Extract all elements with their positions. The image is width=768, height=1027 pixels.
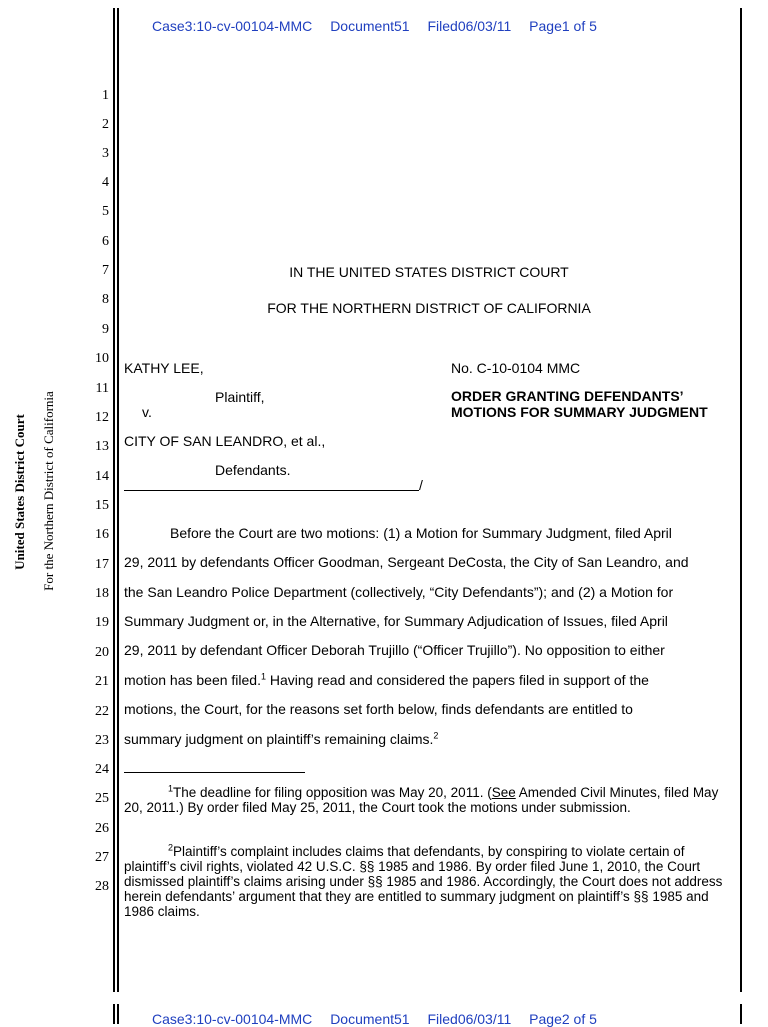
filed-date: Filed06/03/11: [427, 18, 512, 34]
page-indicator: Page2 of 5: [529, 1011, 597, 1027]
line-number: 28: [95, 879, 109, 894]
body-line: [124, 731, 438, 747]
line-number: 7: [102, 263, 109, 278]
body-text: motion has been filed.: [124, 672, 261, 688]
line-number: 18: [95, 586, 109, 601]
case-number: Case3:10-cv-00104-MMC: [152, 18, 313, 34]
sidebar-district-label: For the Northern District of California: [41, 391, 56, 591]
page2-header: [152, 1011, 611, 1027]
defendant-name: CITY OF SAN LEANDRO, et al.,: [124, 433, 326, 449]
footnote-text: Amended Civil Minutes, filed May 20, 2011.) By order filed May 25, 2011, the Court took the motions under submission.: [124, 785, 719, 815]
line-number: 22: [95, 704, 109, 719]
case-no: No. C-10-0104 MMC: [451, 360, 581, 376]
line-number: 5: [102, 204, 109, 219]
left-margin-bar-outer: [113, 8, 115, 992]
versus: v.: [142, 404, 152, 420]
line-number: 10: [95, 351, 109, 366]
body-line: motions, the Court, for the reasons set forth below, finds defendants are entitled to: [124, 701, 633, 717]
line-number: 1: [102, 88, 109, 103]
body-text: summary judgment on plaintiff’s remaining claims.: [124, 731, 434, 747]
plaintiff-name: KATHY LEE,: [124, 360, 204, 376]
caption-slash: /: [419, 477, 423, 493]
line-number: 2: [102, 117, 109, 132]
line-number: 26: [95, 821, 109, 836]
line-number: 23: [95, 733, 109, 748]
body-text: Having read and considered the papers filed in support of the: [266, 672, 649, 688]
body-line: Before the Court are two motions: (1) a Motion for Summary Judgment, filed April: [170, 525, 672, 541]
footnote-ref-2: 2: [433, 730, 439, 741]
line-number: 16: [95, 527, 109, 542]
order-title-line1: ORDER GRANTING DEFENDANTS’: [451, 388, 684, 404]
footnote-separator: [124, 772, 305, 773]
footnote-signal-see: See: [491, 785, 516, 800]
page2-right-bar: [740, 1004, 742, 1024]
line-number: 14: [95, 469, 109, 484]
court-title: IN THE UNITED STATES DISTRICT COURT: [289, 264, 569, 280]
page2-left-bar-outer: [113, 1004, 115, 1024]
right-margin-bar: [740, 8, 742, 992]
line-number: 3: [102, 146, 109, 161]
line-number: 21: [95, 674, 109, 689]
line-number: 15: [95, 498, 109, 513]
line-number: 8: [102, 292, 109, 307]
sidebar-court-label: United States District Court: [12, 414, 27, 570]
document-number: Document51: [330, 18, 410, 34]
footnote-text: The deadline for filing opposition was May 20, 2011. (: [173, 785, 492, 800]
order-title-line2: MOTIONS FOR SUMMARY JUDGMENT: [451, 404, 708, 420]
line-number: 17: [95, 557, 109, 572]
body-line: 29, 2011 by defendant Officer Deborah Trujillo (“Officer Trujillo”). No opposition to either: [124, 642, 665, 658]
page-header: [152, 18, 611, 34]
left-margin-bar-inner: [117, 8, 119, 992]
caption-rule: [124, 490, 419, 491]
line-number: 20: [95, 645, 109, 660]
footnote-mark-2: 2: [168, 842, 174, 853]
line-number: 24: [95, 762, 109, 777]
footnote-2: [124, 844, 730, 919]
line-number: 9: [102, 322, 109, 337]
defendant-role: Defendants.: [215, 462, 291, 478]
line-number: 6: [102, 234, 109, 249]
body-line: Summary Judgment or, in the Alternative, for Summary Adjudication of Issues, filed April: [124, 613, 668, 629]
footnote-1: [124, 785, 730, 815]
court-district: FOR THE NORTHERN DISTRICT OF CALIFORNIA: [267, 300, 591, 316]
body-line: [124, 672, 649, 688]
page-indicator: Page1 of 5: [529, 18, 597, 34]
plaintiff-role: Plaintiff,: [215, 389, 265, 405]
body-line: the San Leandro Police Department (collectively, “City Defendants”); and (2) a Motion for: [124, 584, 674, 600]
page2-left-bar-inner: [117, 1004, 119, 1024]
case-number: Case3:10-cv-00104-MMC: [152, 1011, 313, 1027]
line-number: 19: [95, 615, 109, 630]
footnote-mark-1: 1: [168, 783, 174, 794]
line-number: 11: [95, 381, 109, 396]
filed-date: Filed06/03/11: [427, 1011, 512, 1027]
line-number: 13: [95, 439, 109, 454]
line-number: 4: [102, 175, 109, 190]
line-number: 25: [95, 791, 109, 806]
footnote-ref-1: 1: [260, 671, 266, 682]
footnote-text: Plaintiff’s complaint includes claims that defendants, by conspiring to violate certain of plaintiff’s civil rights, violated 42 U.S.C. §§ 1985 and 1986. By order filed June 1, 2010, the Court dismissed plaintiff’s claims arising under §§ 1985 and 1986. Accordingly, the Court does not address herein defendants’ argument that they are entitled to summary judgment on plaintiff’s §§ 1985 and 1986 claims.: [124, 844, 723, 919]
body-line: 29, 2011 by defendants Officer Goodman, Sergeant DeCosta, the City of San Leandro, and: [124, 554, 689, 570]
document-number: Document51: [330, 1011, 410, 1027]
line-number: 27: [95, 850, 109, 865]
line-number: 12: [95, 410, 109, 425]
